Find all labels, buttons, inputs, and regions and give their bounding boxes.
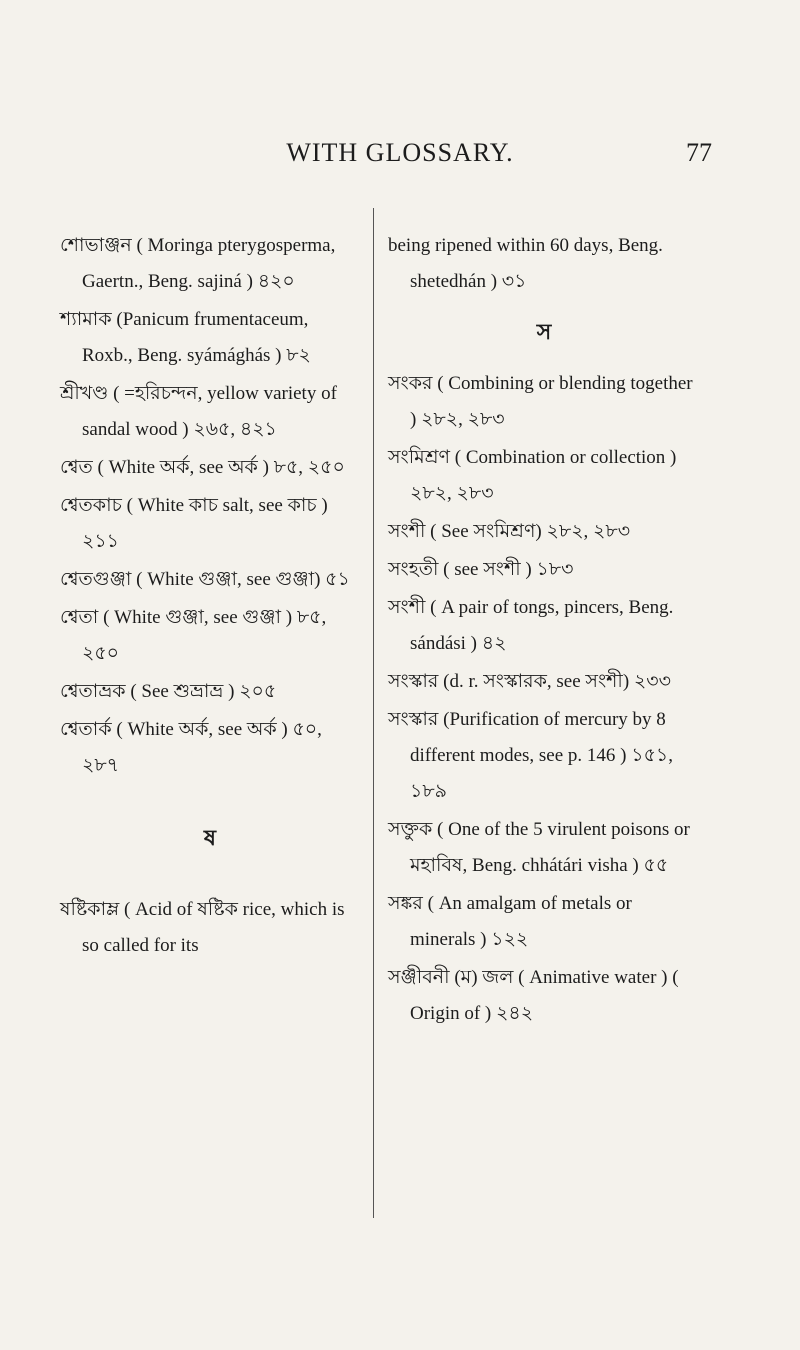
- right-column: [388, 228, 700, 1034]
- left-column: [60, 228, 360, 966]
- glossary-entry: সংমিশ্রণ ( Combination or collection ) ২৮২, ২৮৩: [388, 447, 677, 504]
- glossary-entry: শ্যামাক (Panicum frumentaceum, Roxb., Beng. syámághás ) ৮২: [60, 309, 311, 366]
- glossary-entry: সংস্কার (Purification of mercury by 8 different modes, see p. 146 ) ১৫১, ১৮৯: [388, 709, 673, 802]
- page-header: [0, 134, 800, 174]
- glossary-entry: সঙ্কর ( An amalgam of metals or minerals ) ১২২: [388, 893, 632, 950]
- glossary-entry: শ্বেত ( White অর্ক, see অর্ক ) ৮৫, ২৫০: [60, 457, 345, 478]
- glossary-entry: শ্বেতার্ক ( White অর্ক, see অর্ক ) ৫০, ২৮৭: [60, 719, 322, 776]
- glossary-entry: সংকর ( Combining or blending together ) ২৮২, ২৮৩: [388, 373, 693, 430]
- column-divider: [373, 208, 374, 1218]
- glossary-entry: শ্রীখণ্ড ( =হরিচন্দন, yellow variety of sandal wood ) ২৬৫, ৪২১: [60, 383, 337, 440]
- glossary-entry: সংশী ( A pair of tongs, pincers, Beng. sándási ) ৪২: [388, 597, 674, 654]
- glossary-entry: সক্তুক ( One of the 5 virulent poisons or মহাবিষ, Beng. chhátári visha ) ৫৫: [388, 819, 690, 876]
- glossary-entry: শ্বেতাভ্রক ( See শুভ্রাভ্র ) ২০৫: [60, 681, 277, 702]
- glossary-entry: শ্বেতা ( White গুঞ্জা, see গুঞ্জা ) ৮৫, ২৫০: [60, 607, 327, 664]
- glossary-entry: শ্বেতগুঞ্জা ( White গুঞ্জা, see গুঞ্জা) ৫১: [60, 569, 350, 590]
- glossary-entry: সংস্কার (d. r. সংস্কারক, see সংশী) ২৩৩: [388, 671, 671, 692]
- letter-heading: স: [536, 319, 552, 344]
- glossary-entry: সঞ্জীবনী (ম) জল ( Animative water ) ( Origin of ) ২৪২: [388, 967, 679, 1024]
- letter-heading: ষ: [203, 825, 217, 850]
- glossary-entry: সংশী ( See সংমিশ্রণ) ২৮২, ২৮৩: [388, 521, 631, 542]
- glossary-entry: শ্বেতকাচ ( White কাচ salt, see কাচ ) ২১১: [60, 495, 328, 552]
- glossary-entry: সংহতী ( see সংশী ) ১৮৩: [388, 559, 574, 580]
- page-number: 77: [686, 138, 712, 167]
- glossary-entry: শোভাঞ্জন ( Moringa pterygosperma, Gaertn., Beng. sajiná ) ৪২০: [60, 235, 336, 292]
- running-title: WITH GLOSSARY.: [286, 138, 514, 167]
- glossary-entry: being ripened within 60 days, Beng. shetedhán ) ৩১: [388, 235, 663, 292]
- glossary-entry: ষষ্টিকাম্ল ( Acid of ষষ্টিক rice, which is so called for its: [60, 899, 345, 956]
